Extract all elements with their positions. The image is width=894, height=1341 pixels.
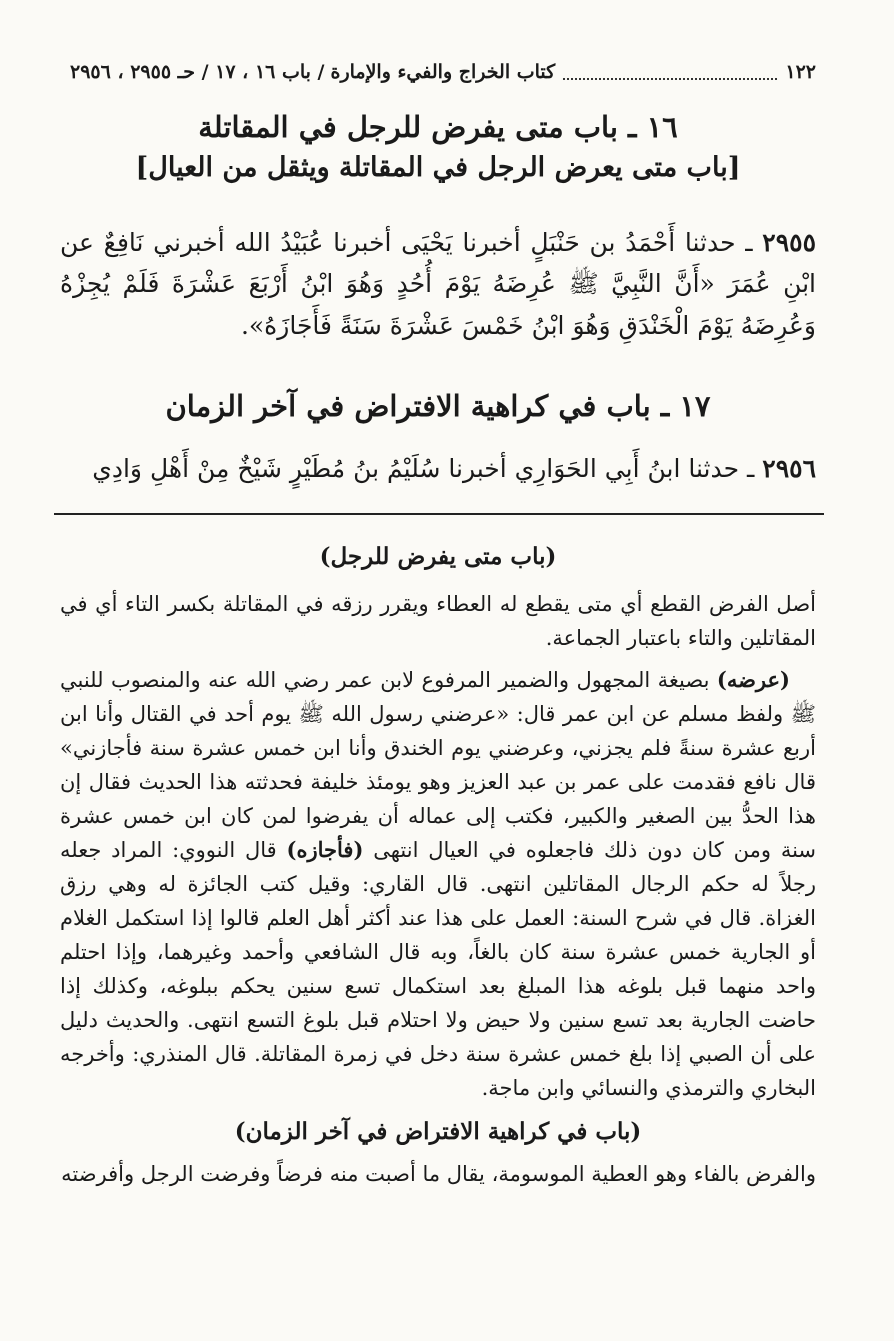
chapter-17 [60,385,816,427]
commentary-heading-1: (باب متى يفرض للرجل) [319,543,557,570]
chapter-16-heading: ١٦ ـ باب متى يفرض للرجل في المقاتلة [198,110,678,144]
commentary [60,540,816,1191]
footnote-divider [54,513,824,515]
hadith-number: ٢٩٥٦ [762,454,816,483]
commentary-text: والفرض بالفاء وهو العطية الموسومة، يقال ما أصبت منه فرضاً وفرضت الرجل وأفرضته [61,1162,816,1187]
commentary-paragraph [60,1157,816,1191]
hadith-2955 [60,222,816,346]
commentary-paragraph [60,663,816,1105]
commentary-keyword: (فأجازه) [286,836,364,862]
commentary-text: بصيغة المجهول والضمير المرفوع لابن عمر رضي الله عنه والمنصوب للنبي ﷺ ولفظ مسلم عن ابن عمر قال: «عرضني رسول الله ﷺ يوم أحد في القتال وأنا ابن أربع عشرة سنةً فلم يجزني، وعرضني يوم الخندق وأنا ابن خمس عشرة سنة فأجازني» قال نافع فقدمت على عمر بن عبد العزيز وهو يومئذ خليفة فحدثته هذا الحديث فقال إن هذا الحدُّ بين الصغير والكبير، فكتب إلى عماله أن يفرضوا لمن كان ابن خمس عشرة سنة ومن كان دون ذلك فاجعلوه في العيال انتهى [60,667,817,862]
commentary-text: أصل الفرض القطع أي متى يقطع له العطاء ويقرر رزقه في المقاتلة بكسر التاء أي في المقاتلين والتاء باعتبار الجماعة. [60,591,816,650]
running-header [70,54,816,90]
hadith-2956 [60,448,816,489]
commentary-paragraph [60,587,816,655]
commentary-text: قال النووي: المراد جعله رجلاً له حكم الرجال المقاتلين انتهى. قال القاري: وقيل كتب الجائزة له وهي رزق الغزاة. قال في شرح السنة: العمل على هذا عند أكثر أهل العلم قالوا إذا استكمل الغلام أو الجارية خمس عشرة سنة كان بالغاً، وبه قال الشافعي وأحمد وغيرهما، وإذا احتلم واحد منهما قبل بلوغه هذا المبلغ بعد استكمال تسع سنين يحكم ببلوغه، وكذلك إذا حاضت الجارية بعد تسع سنين ولا حيض ولا احتلام قبل بلوغ التسع انتهى. والحديث دليل على أن الصبي إذا بلغ خمس عشرة سنة دخل في زمرة المقاتلة. قال المنذري: وأخرجه البخاري والترمذي والنسائي وابن ماجة. [60,837,817,1100]
commentary-heading-2: (باب في كراهية الافتراض في آخر الزمان) [234,1117,642,1145]
header-dot-leader [563,64,777,80]
section-references: / باب ١٦ ، ١٧ / حـ ٢٩٥٥ ، ٢٩٥٦ [70,61,325,83]
chapter-16-subheading: [باب متى يعرض الرجل في المقاتلة ويثقل من العيال] [135,152,741,184]
hadith-text: ـ حدثنا ابنُ أَبِي الحَوَارِي أخبرنا سُلَيْمُ بنُ مُطَيْرٍ شَيْخٌ مِنْ أَهْلِ وَادِي [92,454,755,483]
book-title: كتاب الخراج والفيء والإمارة [330,61,556,83]
chapter-17-heading: ١٧ ـ باب في كراهية الافتراض في آخر الزمان [165,389,711,423]
page-number: ١٢٢ [785,61,816,83]
hadith-number: ٢٩٥٥ [762,228,816,257]
hadith-text: ـ حدثنا أَحْمَدُ بن حَنْبَلٍ أخبرنا يَحْيَى أخبرنا عُبَيْدُ الله أخبرني نَافِعٌ عن ابْنِ عُمَرَ «أَنَّ النَّبِيَّ ﷺ عُرِضَهُ يَوْمَ أُحُدٍ وَهُوَ ابْنُ أَرْبَعَ عَشْرَةَ فَلَمْ يُجِزْهُ وَعُرِضَهُ يَوْمَ الْخَنْدَقِ وَهُوَ ابْنُ خَمْسَ عَشْرَةَ سَنَةً فَأَجَازَهُ». [60,228,816,340]
chapter-16 [60,106,816,187]
commentary-keyword: (عرضه) [716,666,790,692]
